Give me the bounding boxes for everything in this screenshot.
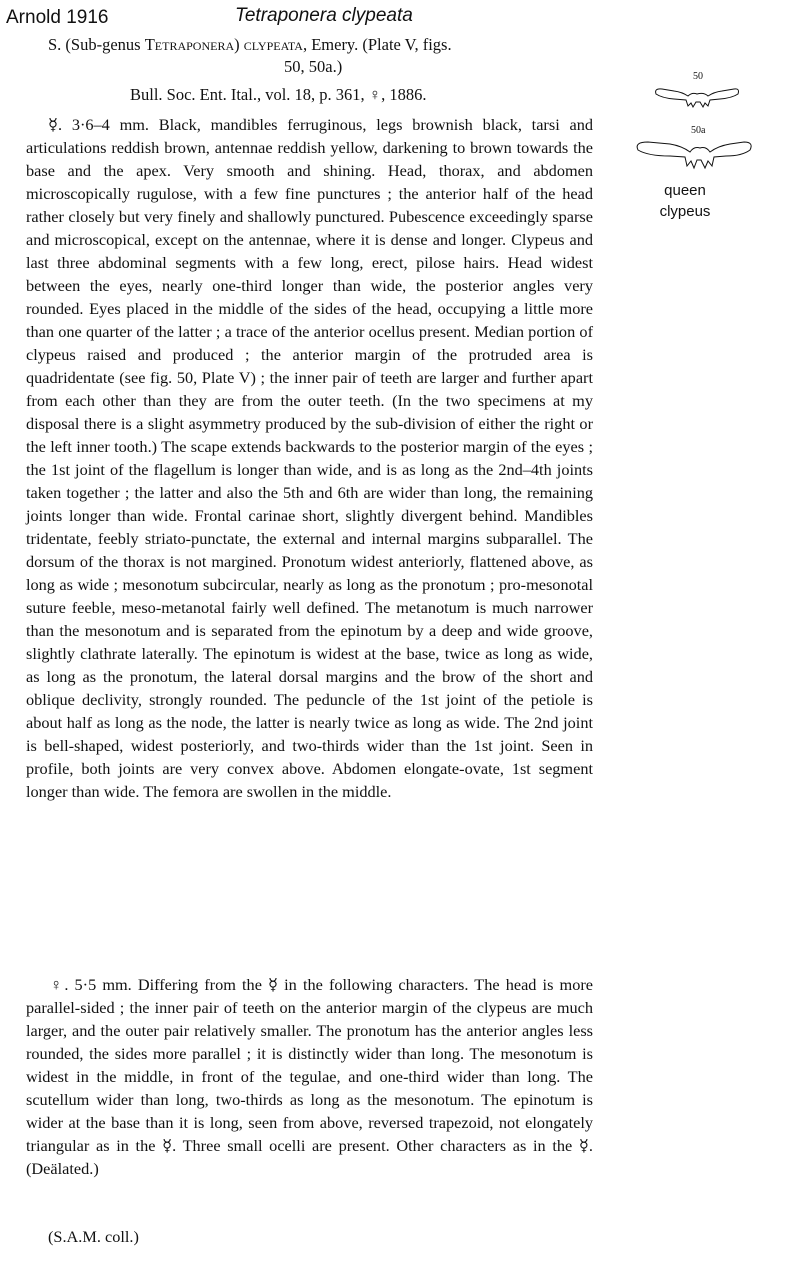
- heading-species: clypeata: [243, 35, 303, 54]
- figure-50a-label: 50a: [691, 125, 706, 136]
- caption-line-2: clypeus: [659, 203, 711, 220]
- queen-description-text: ♀. 5·5 mm. Differing from the ☿ in the following characters. The head is more parallel-sided ; the inner pair of teeth on the anterior margin of the clypeus are much larger, and the outer pair relatively smaller. The pronotum has the anterior angles less rounded, the sides more parallel ; it is distinctly wider than long. The mesonotum is widest in the middle, in front of the tegulae, and one-third wider than long. The scutellum wider than long, two-thirds as long as the mesonotum. The epinotum is wider at the base than it is long, seen from above, reversed trapezoid, not elongately triangular as in the ☿. Three small ocelli are present. Other characters as in the ☿. (Deälated.): [26, 975, 593, 1178]
- header-species-name: Tetraponera clypeata: [235, 5, 413, 26]
- figure-caption: [640, 180, 730, 222]
- figure-50-drawing: [652, 82, 742, 122]
- collection-note: (S.A.M. coll.): [48, 1227, 139, 1246]
- header-author-year: Arnold 1916: [6, 7, 109, 28]
- heading-prefix: S. (Sub-genus: [48, 35, 145, 54]
- queen-description: [26, 973, 593, 1180]
- caption-line-1: queen: [664, 182, 706, 199]
- worker-description-text: ☿. 3·6–4 mm. Black, mandibles ferruginous, legs brownish black, tarsi and articulations reddish brown, antennae reddish yellow, darkening to brown towards the base and the apex. Very smooth and shining. Head, thorax, and abdomen microscopically rugulose, with a few fine punctures ; the anterior half of the head rather closely but very finely and shallowly punctured. Pubescence exceedingly sparse and microscopical, except on the antennae, where it is dense and longer. Clypeus and last three abdominal segments with a few long, erect, pilose hairs. Head widest between the eyes, nearly one-third longer than wide, the posterior angles very rounded. Eyes placed in the middle of the sides of the head, occupying a little more than one quarter of the latter ; a trace of the anterior ocellus present. Median portion of clypeus raised and produced ; the anterior margin of the protruded area is quadridentate (see fig. 50, Plate V) ; the inner pair of teeth are larger and further apart from each other than they are from the outer teeth. (In the two specimens at my disposal there is a slight asymmetry produced by the sub-division of either the right or the left inner tooth.) The scape extends backwards to the posterior margin of the eyes ; the 1st joint of the flagellum is longer than wide, and is as long as the 2nd–4th joints taken together ; the latter and also the 5th and 6th are wider than long, the remaining joints longer than wide. Frontal carinae short, slightly divergent behind. Mandibles tridentate, feebly striato-punctate, the external and internal margins subparallel. The dorsum of the thorax is not margined. Pronotum widest anteriorly, flattened above, as long as wide ; mesonotum subcircular, nearly as long as the pronotum ; pro-mesonotal suture feeble, meso-metanotal fairly well defined. The metanotum is much narrower than the mesonotum and is separated from the epinotum by a deep and wide groove, slightly clathrate laterally. The epinotum is widest at the base, twice as long as wide, as long as the pronotum, the lateral dorsal margins and the brow of the short and oblique declivity, strongly rounded. The peduncle of the 1st joint of the petiole is about half as long as the node, the latter is nearly twice as long as wide. The 2nd joint is bell-shaped, widest posteriorly, and two-thirds wider than the 1st joint. Seen in profile, both joints are very convex above. Abdomen elongate-ovate, 1st segment longer than wide. The femora are swollen in the middle.: [26, 115, 593, 801]
- figure-50-label: 50: [693, 71, 703, 82]
- heading-paren-close: ): [234, 35, 244, 54]
- heading-subgenus: Tetraponera: [144, 35, 235, 54]
- heading-figs: 50, 50a.): [284, 57, 343, 76]
- heading-author-plate: , Emery. (Plate V, figs.: [302, 35, 452, 54]
- figure-50a-drawing: [634, 134, 754, 184]
- worker-description: [26, 113, 593, 803]
- citation: Bull. Soc. Ent. Ital., vol. 18, p. 361, ♀, 1886.: [130, 85, 427, 104]
- species-heading: [48, 35, 452, 55]
